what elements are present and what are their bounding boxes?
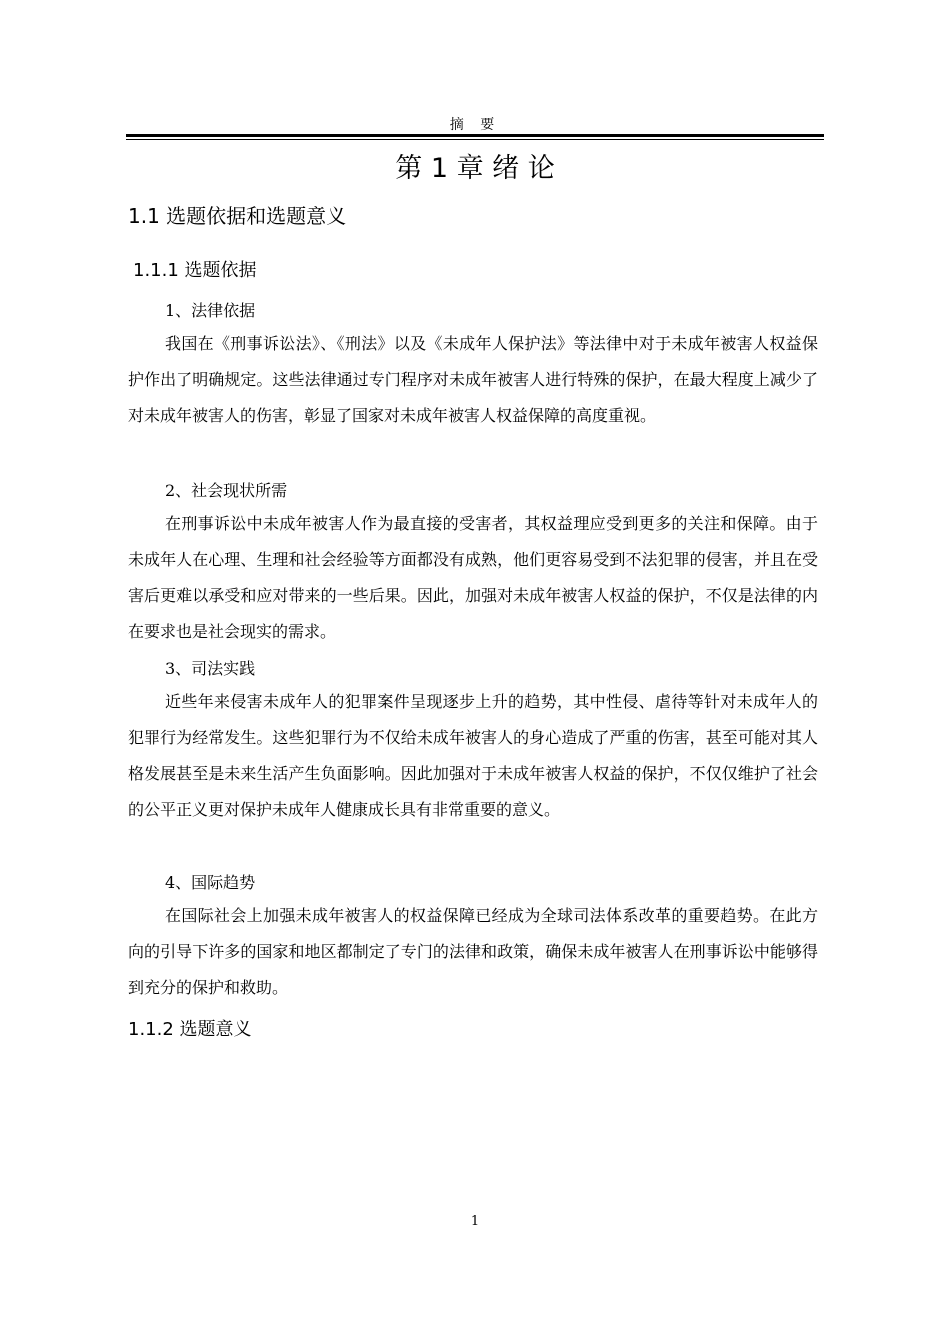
- paragraph: 我国在《刑事诉讼法》、《刑法》以及《未成年人保护法》等法律中对于未成年被害人权益保护作出了明确规定。这些法律通过专门程序对未成年被害人进行特殊的保护，在最大程度上减少了对未成年被害人的伤害，彰显了国家对未成年被害人权益保障的高度重视。: [128, 334, 818, 425]
- header-rule-thin: [126, 139, 824, 140]
- item-label: 4、国际趋势: [165, 873, 256, 892]
- chapter-title: 第 1 章 绪 论: [395, 153, 555, 184]
- paragraph: 近些年来侵害未成年人的犯罪案件呈现逐步上升的趋势，其中性侵、虐待等针对未成年人的犯罪行为经常发生。这些犯罪行为不仅给未成年被害人的身心造成了严重的伤害，甚至可能对其人格发展甚至是未来生活产生负面影响。因此加强对于未成年被害人权益的保护，不仅仅维护了社会的公平正义更对保护未成年人健康成长具有非常重要的意义。: [128, 692, 818, 819]
- subsection-title: 1.1.1 选题依据: [133, 260, 257, 281]
- section-title: 1.1 选题依据和选题意义: [128, 204, 347, 228]
- paragraph: 在国际社会上加强未成年被害人的权益保障已经成为全球司法体系改革的重要趋势。在此方向的引导下许多的国家和地区都制定了专门的法律和政策，确保未成年被害人在刑事诉讼中能够得到充分的保护和救助。: [128, 906, 818, 997]
- subsection-title: 1.1.2 选题意义: [128, 1019, 252, 1040]
- header-rule-thick: [126, 134, 824, 137]
- item-label: 3、司法实践: [165, 659, 256, 678]
- item-label: 2、社会现状所需: [165, 481, 288, 500]
- page-number: 1: [470, 1214, 480, 1229]
- paragraph: 在刑事诉讼中未成年被害人作为最直接的受害者，其权益理应受到更多的关注和保障。由于未成年人在心理、生理和社会经验等方面都没有成熟，他们更容易受到不法犯罪的侵害，并且在受害后更难以承受和应对带来的一些后果。因此，加强对未成年被害人权益的保护，不仅是法律的内在要求也是社会现实的需求。: [128, 514, 818, 641]
- item-label: 1、法律依据: [165, 301, 256, 320]
- page-header-title: 摘 要: [449, 117, 501, 133]
